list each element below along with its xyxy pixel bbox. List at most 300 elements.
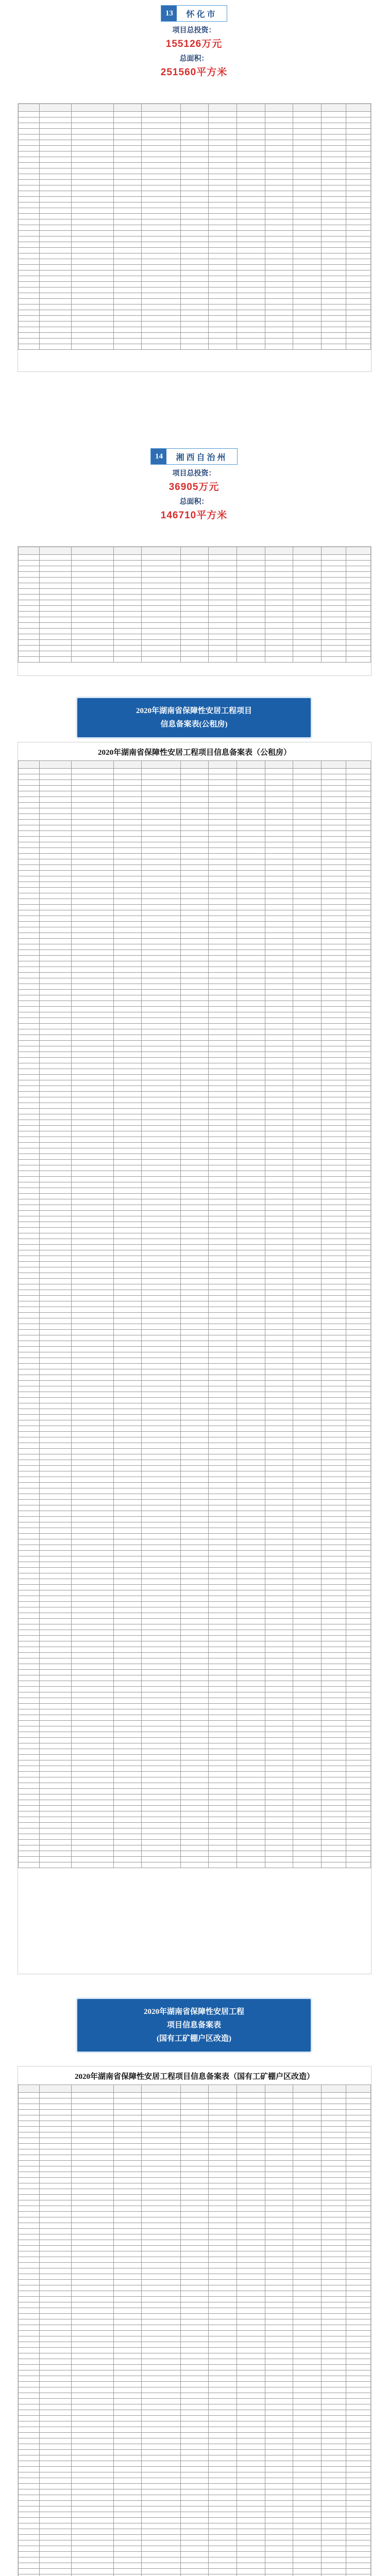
table-row <box>19 2093 371 2098</box>
table-cell <box>209 2268 237 2274</box>
table-cell <box>71 1143 113 1148</box>
table-cell <box>237 1211 265 1216</box>
table-cell <box>40 1562 72 1568</box>
table-cell <box>265 1335 293 1341</box>
table-cell <box>237 1528 265 1534</box>
table-cell <box>19 2274 40 2280</box>
table-cell <box>40 1143 72 1148</box>
table-cell <box>113 1018 142 1024</box>
table-cell <box>180 600 209 606</box>
table-cell <box>180 1182 209 1188</box>
table-cell <box>71 2285 113 2291</box>
table-cell <box>71 2484 113 2489</box>
table-cell <box>237 276 265 282</box>
table-cell <box>209 1262 237 1267</box>
table-cell <box>142 1160 180 1165</box>
table-cell <box>209 848 237 854</box>
table-cell <box>293 1177 322 1182</box>
table-cell <box>40 1794 72 1800</box>
table-cell <box>40 1228 72 1233</box>
table-cell <box>346 1749 371 1755</box>
table-cell <box>237 1658 265 1664</box>
table-cell <box>293 589 322 595</box>
banner-public-rental <box>77 698 311 737</box>
table-cell <box>237 2166 265 2172</box>
table-cell <box>180 1075 209 1080</box>
table-cell <box>322 1749 346 1755</box>
table-cell <box>237 1488 265 1494</box>
table-cell <box>293 1675 322 1681</box>
table-cell <box>209 219 237 225</box>
table-cell <box>180 561 209 566</box>
table-cell <box>71 2104 113 2110</box>
table-cell <box>142 1290 180 1296</box>
table-cell <box>346 2149 371 2155</box>
table-cell <box>19 168 40 174</box>
table-cell <box>19 2098 40 2104</box>
table-cell <box>265 1313 293 1318</box>
table-cell <box>71 1777 113 1783</box>
banner-line: (国有工矿棚户区改造) <box>157 2035 231 2043</box>
table-cell <box>265 572 293 578</box>
table-cell <box>142 344 180 350</box>
table-cell <box>180 1233 209 1239</box>
table-cell <box>265 2523 293 2529</box>
table-cell <box>322 1732 346 1738</box>
table-cell <box>346 2540 371 2546</box>
table-cell <box>237 617 265 623</box>
table-cell <box>142 865 180 871</box>
table-cell <box>19 1375 40 1381</box>
table-cell <box>265 2166 293 2172</box>
table-cell <box>265 561 293 566</box>
table-cell <box>142 2308 180 2314</box>
table-cell <box>322 2319 346 2325</box>
table-cell <box>209 2399 237 2404</box>
table-cell <box>237 657 265 663</box>
table-cell <box>346 646 371 651</box>
table-cell <box>322 1568 346 1573</box>
table-cell <box>293 2257 322 2263</box>
table-cell <box>71 2518 113 2523</box>
table-cell <box>209 2183 237 2189</box>
table-cell <box>71 2246 113 2251</box>
table-cell <box>40 899 72 905</box>
table-cell <box>19 2234 40 2240</box>
table-cell <box>293 2472 322 2478</box>
table-cell <box>40 1811 72 1817</box>
table-cell <box>237 1052 265 1058</box>
table-cell <box>40 1341 72 1347</box>
table-cell <box>19 1205 40 1211</box>
table-cell <box>346 1024 371 1029</box>
table-row <box>19 566 371 572</box>
table-cell <box>265 1828 293 1834</box>
table-cell <box>265 566 293 572</box>
table-row <box>19 2569 371 2574</box>
table-cell <box>19 214 40 219</box>
table-cell <box>180 1709 209 1715</box>
table-cell <box>19 2540 40 2546</box>
table-cell <box>346 134 371 140</box>
table-cell <box>113 1398 142 1403</box>
table-cell <box>209 769 237 774</box>
table-cell <box>209 1726 237 1732</box>
table-cell <box>40 1120 72 1126</box>
table-row <box>19 304 371 310</box>
table-cell <box>40 2115 72 2121</box>
table-cell <box>180 2319 209 2325</box>
table-cell <box>237 1545 265 1551</box>
table-cell <box>237 1199 265 1205</box>
table-row <box>19 2144 371 2149</box>
table-cell <box>293 1789 322 1794</box>
table-cell <box>265 1766 293 1772</box>
table-cell <box>322 2506 346 2512</box>
table-cell <box>237 310 265 316</box>
table-header-cell <box>180 104 209 112</box>
table-cell <box>346 2552 371 2557</box>
table-cell <box>346 1675 371 1681</box>
table-cell <box>113 208 142 214</box>
table-cell <box>19 2229 40 2234</box>
table-cell <box>209 657 237 663</box>
table-cell <box>40 2319 72 2325</box>
table-cell <box>113 1386 142 1392</box>
table-cell <box>209 1517 237 1522</box>
table-cell <box>346 831 371 837</box>
table-row <box>19 344 371 350</box>
table-cell <box>113 2291 142 2297</box>
table-cell <box>71 2127 113 2132</box>
table-cell <box>19 1086 40 1092</box>
table-cell <box>293 191 322 197</box>
table-cell <box>40 1511 72 1517</box>
table-cell <box>346 995 371 1001</box>
table-cell <box>293 2093 322 2098</box>
table-cell <box>265 2467 293 2472</box>
table-cell <box>40 1590 72 1596</box>
table-cell <box>265 117 293 123</box>
table-cell <box>322 1585 346 1590</box>
table-cell <box>293 282 322 287</box>
banner-mine-shantytown <box>77 1999 311 2052</box>
table-cell <box>113 117 142 123</box>
table-cell <box>180 1664 209 1670</box>
table-cell <box>265 287 293 293</box>
table-row <box>19 1103 371 1109</box>
table-cell <box>209 2178 237 2183</box>
table-cell <box>322 1267 346 1273</box>
table-row <box>19 214 371 219</box>
table-cell <box>346 2546 371 2552</box>
table-cell <box>322 2484 346 2489</box>
table-cell <box>209 1755 237 1760</box>
table-cell <box>322 1539 346 1545</box>
table-cell <box>322 2433 346 2438</box>
table-cell <box>209 174 237 180</box>
table-cell <box>142 1324 180 1330</box>
table-cell <box>142 848 180 854</box>
table-cell <box>19 1420 40 1426</box>
table-cell <box>180 2206 209 2212</box>
table-cell <box>40 2183 72 2189</box>
table-header-cell <box>71 547 113 555</box>
table-cell <box>180 1046 209 1052</box>
table-cell <box>237 1534 265 1539</box>
table-cell <box>209 208 237 214</box>
table-cell <box>19 2285 40 2291</box>
table-cell <box>180 276 209 282</box>
table-cell <box>265 1364 293 1369</box>
table-row <box>19 157 371 163</box>
table-cell <box>180 146 209 151</box>
table-cell <box>265 2416 293 2421</box>
table-cell <box>180 1766 209 1772</box>
table-cell <box>40 561 72 566</box>
table-cell <box>209 1494 237 1500</box>
table-cell <box>322 2387 346 2393</box>
table-cell <box>293 769 322 774</box>
table-cell <box>113 2518 142 2523</box>
table-cell <box>322 1063 346 1069</box>
table-cell <box>71 1211 113 1216</box>
table-cell <box>40 2314 72 2319</box>
table-cell <box>142 814 180 820</box>
table-cell <box>142 876 180 882</box>
table-row <box>19 1851 371 1857</box>
table-cell <box>346 1522 371 1528</box>
table-cell <box>237 1573 265 1579</box>
table-cell <box>209 1194 237 1199</box>
table-row <box>19 2234 371 2240</box>
table-row <box>19 231 371 236</box>
table-cell <box>346 1358 371 1364</box>
table-cell <box>71 1137 113 1143</box>
table-cell <box>209 1109 237 1114</box>
table-cell <box>180 191 209 197</box>
table-row <box>19 2314 371 2319</box>
table-row <box>19 876 371 882</box>
table-cell <box>113 304 142 310</box>
table-cell <box>142 606 180 612</box>
table-cell <box>142 640 180 646</box>
table-cell <box>40 1613 72 1619</box>
table-cell <box>19 1783 40 1789</box>
table-cell <box>209 197 237 202</box>
section-14-header <box>0 448 388 521</box>
table-cell <box>209 2387 237 2393</box>
table-cell <box>113 797 142 803</box>
table-cell <box>322 1075 346 1080</box>
table-cell <box>322 2246 346 2251</box>
table-row <box>19 1511 371 1517</box>
table-cell <box>322 2365 346 2370</box>
table-cell <box>322 808 346 814</box>
table-cell <box>237 287 265 293</box>
table-cell <box>71 134 113 140</box>
table-cell <box>180 1477 209 1483</box>
table-cell <box>209 629 237 634</box>
table-title: 2020年湖南省保障性安居工程项目信息备案表（公租房） <box>97 749 291 757</box>
table-cell <box>142 1534 180 1539</box>
table-cell <box>346 1126 371 1131</box>
table-cell <box>265 208 293 214</box>
table-cell <box>19 2478 40 2484</box>
table-cell <box>293 808 322 814</box>
table-cell <box>19 950 40 956</box>
table-cell <box>322 1194 346 1199</box>
table-cell <box>142 1500 180 1505</box>
table-cell <box>265 1851 293 1857</box>
table-cell <box>40 1636 72 1641</box>
table-cell <box>71 657 113 663</box>
table-cell <box>113 1024 142 1029</box>
table-cell <box>322 2189 346 2195</box>
table-cell <box>293 1188 322 1194</box>
table-cell <box>346 1318 371 1324</box>
table-cell <box>113 1415 142 1420</box>
table-cell <box>209 1607 237 1613</box>
table-cell <box>265 927 293 933</box>
table-cell <box>237 1834 265 1840</box>
table-cell <box>346 814 371 820</box>
table-cell <box>40 1301 72 1307</box>
table-cell <box>293 1228 322 1233</box>
table-row <box>19 112 371 117</box>
table-cell <box>19 803 40 808</box>
table-cell <box>142 1766 180 1772</box>
table-cell <box>180 629 209 634</box>
table-cell <box>19 612 40 617</box>
table-cell <box>209 1358 237 1364</box>
table-cell <box>19 1528 40 1534</box>
table-row <box>19 2365 371 2370</box>
table-cell <box>142 1602 180 1607</box>
table-cell <box>180 944 209 950</box>
table-cell <box>209 1369 237 1375</box>
table-cell <box>71 1075 113 1080</box>
table-cell <box>237 1075 265 1080</box>
table-cell <box>71 1171 113 1177</box>
table-cell <box>237 2467 265 2472</box>
scan-table-body <box>18 2084 371 2576</box>
table-cell <box>209 1709 237 1715</box>
table-cell <box>180 2274 209 2280</box>
table-row <box>19 927 371 933</box>
table-cell <box>19 606 40 612</box>
table-cell <box>265 1613 293 1619</box>
table-cell <box>322 1760 346 1766</box>
table-cell <box>19 1239 40 1245</box>
table-cell <box>265 2552 293 2557</box>
table-cell <box>142 174 180 180</box>
table-row <box>19 1154 371 1160</box>
table-row <box>19 2336 371 2342</box>
table-cell <box>19 1001 40 1007</box>
table-cell <box>265 1738 293 1743</box>
table-cell <box>71 299 113 304</box>
table-cell <box>209 1403 237 1409</box>
table-cell <box>322 927 346 933</box>
table-cell <box>180 780 209 786</box>
table-cell <box>142 1596 180 1602</box>
table-cell <box>237 1296 265 1301</box>
table-cell <box>293 259 322 265</box>
table-cell <box>142 2098 180 2104</box>
table-cell <box>322 1273 346 1279</box>
table-cell <box>209 1392 237 1398</box>
table-header-cell <box>237 547 265 555</box>
table-cell <box>265 1120 293 1126</box>
table-cell <box>142 646 180 651</box>
table-cell <box>71 1766 113 1772</box>
table-cell <box>346 1018 371 1024</box>
table-cell <box>293 270 322 276</box>
table-row <box>19 225 371 231</box>
table-cell <box>113 2240 142 2246</box>
table-cell <box>346 1760 371 1766</box>
table-cell <box>322 2438 346 2444</box>
table-cell <box>209 1681 237 1687</box>
table-row <box>19 831 371 837</box>
table-cell <box>209 1137 237 1143</box>
table-cell <box>19 1143 40 1148</box>
table-cell <box>19 769 40 774</box>
table-header-cell <box>322 104 346 112</box>
table-cell <box>322 333 346 338</box>
table-cell <box>113 1823 142 1828</box>
table-cell <box>142 566 180 572</box>
table-cell <box>322 2404 346 2410</box>
table-cell <box>71 2393 113 2399</box>
table-cell <box>180 1415 209 1420</box>
table-cell <box>265 1211 293 1216</box>
table-cell <box>40 1046 72 1052</box>
table-cell <box>142 1607 180 1613</box>
table-cell <box>293 2518 322 2523</box>
table-cell <box>265 236 293 242</box>
table-cell <box>265 950 293 956</box>
table-cell <box>293 2240 322 2246</box>
table-cell <box>40 1154 72 1160</box>
table-cell <box>293 1211 322 1216</box>
table-cell <box>40 1409 72 1415</box>
table-cell <box>40 2478 72 2484</box>
table-cell <box>293 1131 322 1137</box>
table-cell <box>113 157 142 163</box>
table-cell <box>142 2563 180 2569</box>
table-row <box>19 555 371 561</box>
table-row <box>19 905 371 910</box>
table-cell <box>142 1562 180 1568</box>
table-cell <box>209 961 237 967</box>
table-cell <box>71 1817 113 1823</box>
table-cell <box>293 990 322 995</box>
table-cell <box>40 2257 72 2263</box>
table-cell <box>113 2138 142 2144</box>
table-cell <box>265 651 293 657</box>
table-cell <box>293 202 322 208</box>
table-cell <box>40 208 72 214</box>
table-cell <box>293 1602 322 1607</box>
table-cell <box>346 1194 371 1199</box>
table-cell <box>237 814 265 820</box>
table-cell <box>265 1284 293 1290</box>
table-cell <box>19 2387 40 2393</box>
table-cell <box>71 1772 113 1777</box>
table-cell <box>346 112 371 117</box>
